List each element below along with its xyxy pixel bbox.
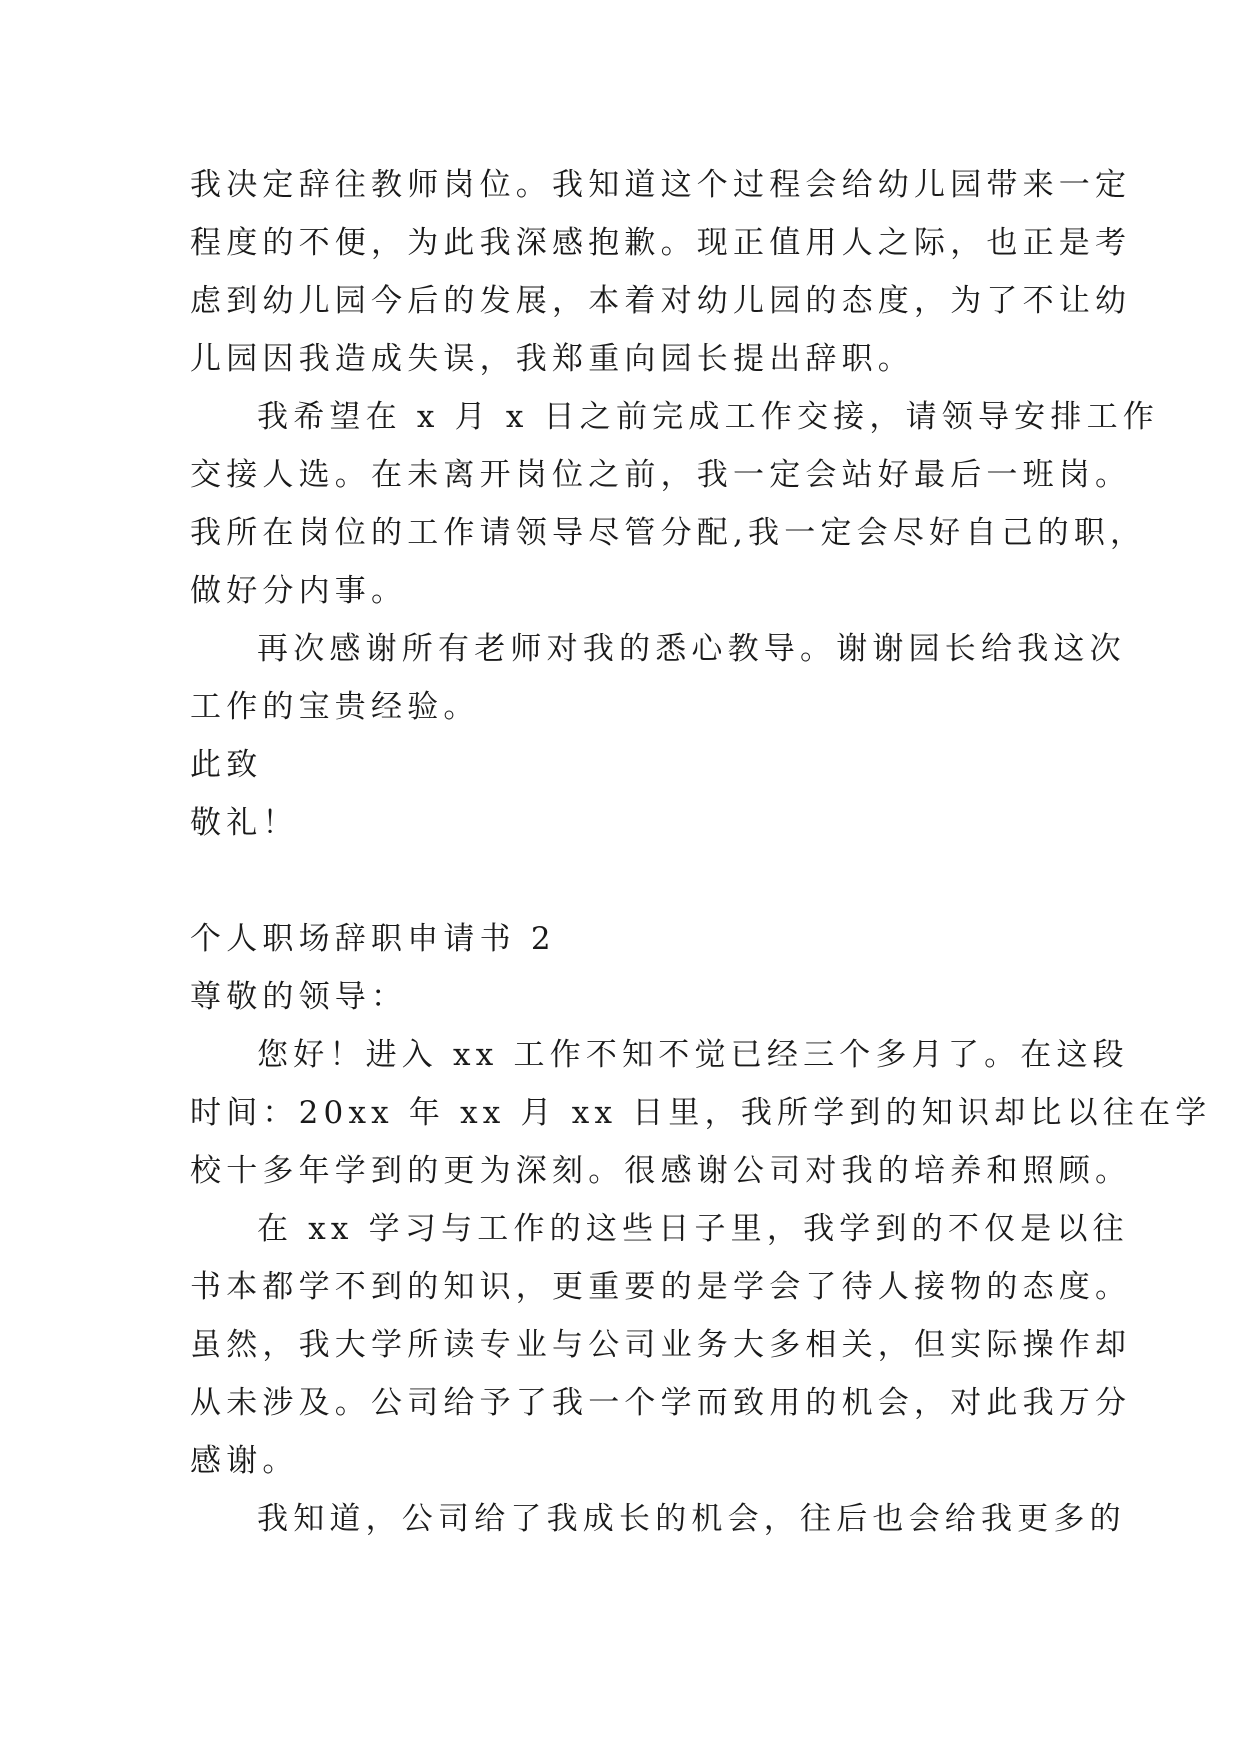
- body-text-line: 做好分内事。: [190, 573, 408, 609]
- body-text-line: 儿园因我造成失误，我郑重向园长提出辞职。: [190, 341, 914, 377]
- body-text-line: 您好！进入 xx 工作不知不觉已经三个多月了。在这段: [257, 1037, 1129, 1073]
- body-text-line: 感谢。: [190, 1443, 299, 1479]
- body-text-line: 时间：20xx 年 xx 月 xx 日里，我所学到的知识却比以往在学: [190, 1095, 1212, 1131]
- closing-line: 此致: [190, 747, 263, 783]
- closing-line: 敬礼！: [190, 805, 299, 841]
- body-text-line: 虽然，我大学所读专业与公司业务大多相关，但实际操作却: [190, 1327, 1132, 1363]
- body-text-line: 校十多年学到的更为深刻。很感谢公司对我的培养和照顾。: [190, 1153, 1132, 1189]
- section-title: 个人职场辞职申请书 2: [190, 921, 556, 957]
- body-text-line: 我希望在 x 月 x 日之前完成工作交接，请领导安排工作: [257, 399, 1159, 435]
- body-text-line: 交接人选。在未离开岗位之前，我一定会站好最后一班岗。: [190, 457, 1132, 493]
- body-text-line: 虑到幼儿园今后的发展，本着对幼儿园的态度，为了不让幼: [190, 283, 1132, 319]
- body-text-line: 从未涉及。公司给予了我一个学而致用的机会，对此我万分: [190, 1385, 1132, 1421]
- body-text-line: 在 xx 学习与工作的这些日子里，我学到的不仅是以往: [257, 1211, 1129, 1247]
- body-text-line: 我决定辞往教师岗位。我知道这个过程会给幼儿园带来一定: [190, 167, 1132, 203]
- body-text-line: 程度的不便，为此我深感抱歉。现正值用人之际，也正是考: [190, 225, 1132, 261]
- body-text-line: 我所在岗位的工作请领导尽管分配,我一定会尽好自己的职，: [190, 515, 1147, 551]
- body-text-line: 再次感谢所有老师对我的悉心教导。谢谢园长给我这次: [257, 631, 1126, 667]
- salutation: 尊敬的领导：: [190, 979, 408, 1015]
- body-text-line: 我知道，公司给了我成长的机会，往后也会给我更多的: [257, 1501, 1126, 1537]
- body-text-line: 工作的宝贵经验。: [190, 689, 480, 725]
- body-text-line: 书本都学不到的知识，更重要的是学会了待人接物的态度。: [190, 1269, 1132, 1305]
